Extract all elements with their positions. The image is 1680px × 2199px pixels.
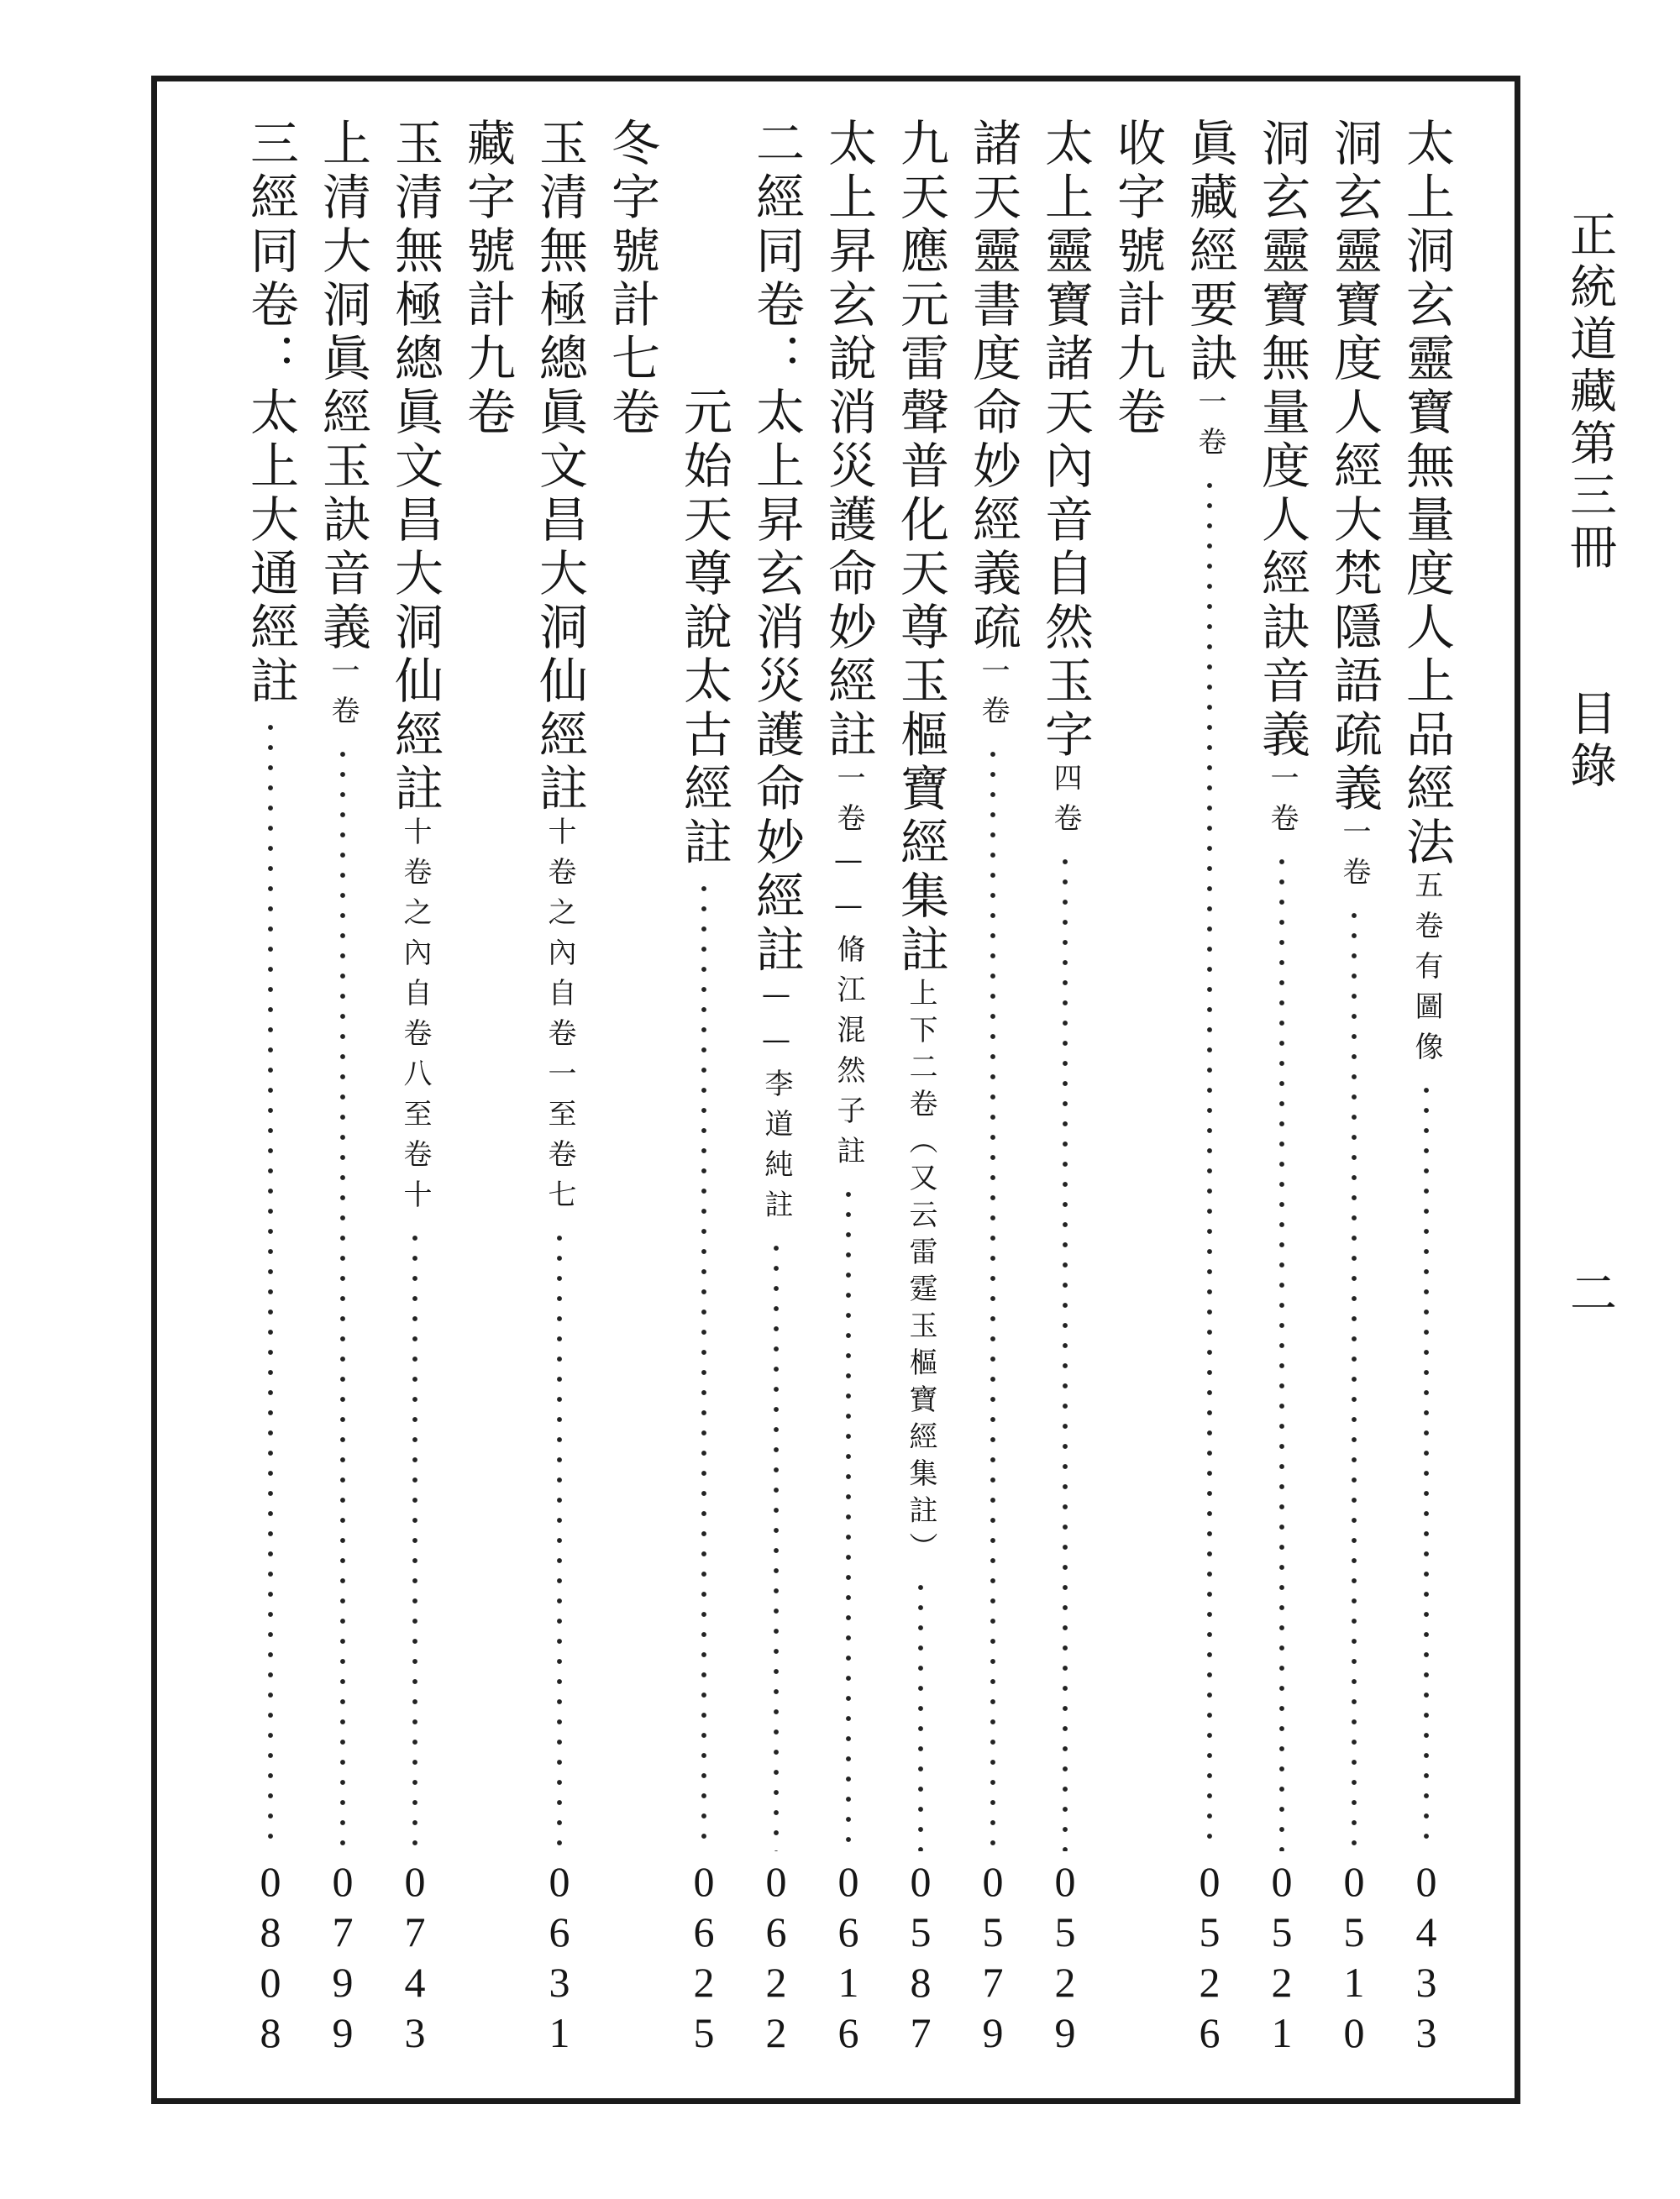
- entry-title: 洞玄靈寶無量度人經訣音義: [1253, 118, 1310, 763]
- group-heading: [600, 118, 664, 440]
- page-number: 二: [1562, 1268, 1617, 1320]
- page-digit: 0: [1343, 2009, 1365, 2056]
- leader-dots: [265, 717, 276, 1851]
- page-digit: 8: [260, 2009, 281, 2056]
- toc-entry: [239, 118, 302, 2058]
- page-digit: 2: [693, 1959, 715, 2006]
- entry-title: 上清大洞眞經玉訣音義: [314, 118, 371, 655]
- entry-title: 元始天尊說太古經註: [675, 386, 732, 870]
- entry-note: 十卷之內自卷一至卷七: [543, 816, 576, 1220]
- toc-entry: [383, 118, 447, 2058]
- entry-note: 五卷有圖像: [1410, 870, 1443, 1072]
- leader-dots: [554, 1228, 564, 1851]
- page-digit: 0: [837, 1858, 859, 1905]
- toc-entry: [816, 118, 880, 2058]
- page-digit: 0: [1271, 1858, 1293, 1905]
- toc-entry: [961, 118, 1025, 2058]
- entry-title: 玉清無極總眞文昌大洞仙經註: [531, 118, 588, 816]
- entry-page: [983, 1856, 1004, 2058]
- toc-entry: [889, 118, 953, 2058]
- page-digit: 7: [910, 2009, 932, 2056]
- page-digit: 5: [1343, 1908, 1365, 1955]
- page-digit: 7: [332, 1908, 354, 1955]
- page-digit: 2: [765, 1959, 787, 2006]
- page-digit: 1: [1343, 1959, 1365, 2006]
- entry-title: 眞藏經要訣: [1181, 118, 1238, 386]
- group-title: 收字號計九卷: [1109, 118, 1166, 440]
- page-digit: 0: [765, 1858, 787, 1905]
- page-digit: 0: [1199, 1858, 1221, 1905]
- page-digit: 8: [910, 1959, 932, 2006]
- entry-page: [1416, 1856, 1437, 2058]
- page-digit: 5: [1271, 1908, 1293, 1955]
- leader-dots: [699, 879, 709, 1851]
- page-digit: 8: [260, 1908, 281, 1955]
- entry-page: [1344, 1856, 1365, 2058]
- entry-title: 太上昇玄說消災護命妙經註: [820, 118, 877, 763]
- page-digit: 0: [260, 1959, 281, 2006]
- entry-page: [549, 1856, 570, 2058]
- entry-page: [333, 1856, 354, 2058]
- entry-page: [1200, 1856, 1221, 2058]
- group-heading: [455, 118, 519, 440]
- leader-dots: [1060, 852, 1070, 1851]
- page-digit: 7: [982, 1959, 1004, 2006]
- toc-entry: [672, 386, 736, 2058]
- entry-page: [260, 1856, 281, 2058]
- entry-note: 一卷: [1193, 386, 1226, 467]
- entry-note: 四卷: [1048, 763, 1082, 843]
- entry-note: 一卷: [1265, 763, 1299, 843]
- entry-note: 一卷: [976, 655, 1010, 736]
- entry-page: [911, 1856, 932, 2058]
- leader-dots: [338, 744, 348, 1851]
- leader-dots: [843, 1184, 853, 1851]
- leader-dots: [1205, 475, 1215, 1851]
- page-digit: 2: [1199, 1959, 1221, 2006]
- page-digit: 5: [693, 2009, 715, 2056]
- page-digit: 3: [1415, 2009, 1437, 2056]
- page-digit: 2: [765, 2009, 787, 2056]
- leader-dots: [1349, 905, 1359, 1851]
- entry-note: 上下二卷（又云雷霆玉樞寶經集註）: [904, 978, 937, 1569]
- toc-entry: [1250, 118, 1314, 2058]
- entry-title: 三經同卷：太上大通經註: [242, 118, 299, 709]
- page-digit: 0: [982, 1858, 1004, 1905]
- page-digit: 1: [549, 2009, 570, 2056]
- section-title: 目錄: [1562, 689, 1617, 793]
- group-title: 藏字號計九卷: [459, 118, 516, 440]
- toc-entry: [311, 118, 375, 2058]
- book-title: 正統道藏第三冊: [1562, 210, 1617, 575]
- page-digit: 6: [693, 1908, 715, 1955]
- leader-dots: [410, 1228, 420, 1851]
- page-digit: 5: [1054, 1908, 1076, 1955]
- page-digit: 0: [549, 1858, 570, 1905]
- entry-title: 諸天靈書度命妙經義疏: [964, 118, 1021, 655]
- page-digit: 1: [837, 1959, 859, 2006]
- page-digit: 4: [1415, 1908, 1437, 1955]
- entry-page: [694, 1856, 715, 2058]
- page-digit: 5: [910, 1908, 932, 1955]
- leader-dots: [916, 1577, 926, 1851]
- page-digit: 0: [910, 1858, 932, 1905]
- page-digit: 0: [693, 1858, 715, 1905]
- entry-title: 太上洞玄靈寶無量度人上品經法: [1398, 118, 1455, 870]
- entry-title: 玉清無極總眞文昌大洞仙經註: [386, 118, 444, 816]
- page-digit: 2: [1054, 1959, 1076, 2006]
- entry-note: 一卷: [1337, 816, 1371, 897]
- leader-dots: [988, 744, 998, 1851]
- page-digit: 4: [404, 1959, 426, 2006]
- entry-title: 二經同卷：太上昇玄消災護命妙經註: [748, 118, 805, 978]
- page-digit: 7: [404, 1908, 426, 1955]
- page-digit: 0: [1415, 1858, 1437, 1905]
- page-digit: 3: [404, 2009, 426, 2056]
- entry-page: [1272, 1856, 1293, 2058]
- page-digit: 0: [1054, 1858, 1076, 1905]
- page-digit: 9: [332, 2009, 354, 2056]
- page-digit: 0: [1343, 1858, 1365, 1905]
- toc-entry: [744, 118, 808, 2058]
- entry-title: 九天應元雷聲普化天尊玉樞寶經集註: [892, 118, 949, 978]
- entry-page: [766, 1856, 787, 2058]
- entry-page: [1055, 1856, 1076, 2058]
- page-digit: 5: [1199, 1908, 1221, 1955]
- entry-page: [405, 1856, 426, 2058]
- page-digit: 9: [982, 2009, 1004, 2056]
- page-digit: 2: [1271, 1959, 1293, 2006]
- leader-dots: [1421, 1080, 1431, 1851]
- toc-entry: [1178, 118, 1242, 2058]
- toc-entry: [1033, 118, 1097, 2058]
- page-digit: 5: [982, 1908, 1004, 1955]
- page-digit: 3: [549, 1959, 570, 2006]
- page-digit: 0: [404, 1858, 426, 1905]
- page-digit: 3: [1415, 1959, 1437, 2006]
- toc-entry: [528, 118, 591, 2058]
- entry-note: 一卷: [326, 655, 360, 736]
- page-digit: 6: [549, 1908, 570, 1955]
- entry-title: 洞玄靈寶度人經大梵隱語疏義: [1326, 118, 1383, 816]
- page-digit: 0: [260, 1858, 281, 1905]
- page-digit: 6: [837, 2009, 859, 2056]
- group-heading: [1105, 118, 1169, 440]
- page-digit: 6: [765, 1908, 787, 1955]
- entry-title: 太上靈寶諸天內音自然玉字: [1037, 118, 1094, 763]
- entry-page: [838, 1856, 859, 2058]
- leader-dots: [771, 1238, 781, 1851]
- group-title: 冬字號計七卷: [603, 118, 660, 440]
- page-digit: 9: [332, 1959, 354, 2006]
- entry-note: 十卷之內自卷八至卷十: [398, 816, 432, 1220]
- toc-entry: [1394, 118, 1458, 2058]
- page-digit: 9: [1054, 2009, 1076, 2056]
- page-digit: 6: [1199, 2009, 1221, 2056]
- leader-dots: [1277, 852, 1287, 1851]
- page-digit: 0: [332, 1858, 354, 1905]
- entry-note: 一卷——脩江混然子註: [832, 763, 865, 1176]
- toc-entry: [1322, 118, 1386, 2058]
- entry-note: ——李道純註: [759, 978, 793, 1230]
- page-digit: 1: [1271, 2009, 1293, 2056]
- page-digit: 6: [837, 1908, 859, 1955]
